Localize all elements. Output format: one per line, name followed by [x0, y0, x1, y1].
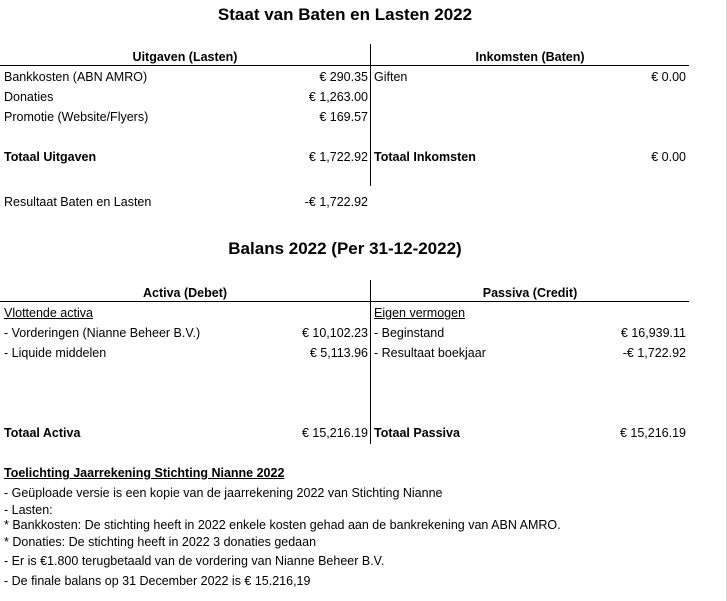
note-line: - Lasten:: [4, 503, 53, 517]
expense-row-amount: € 1,263.00: [308, 90, 368, 104]
income-row-label: Giften: [374, 70, 408, 84]
asset-row-amount: € 5,113.96: [309, 346, 368, 360]
result-amount: -€ 1,722.92: [304, 195, 368, 209]
notes-title: Toelichting Jaarrekening Stichting Nianne 2022: [4, 466, 285, 480]
asset-row-label: - Vorderingen (Nianne Beheer B.V.): [4, 326, 201, 340]
liabilities-header: Passiva (Credit): [482, 286, 578, 300]
balance-header-underline: [0, 301, 689, 302]
note-line: - Geüploade versie is een kopie van de jaarrekening 2022 van Stichting Nianne: [4, 486, 443, 500]
expenses-header: Uitgaven (Lasten): [132, 50, 238, 64]
statement-header-underline: [0, 65, 689, 66]
balance-column-divider: [370, 280, 371, 444]
expense-row-label: Donaties: [4, 90, 54, 104]
result-label: Resultaat Baten en Lasten: [4, 195, 152, 209]
total-assets-label: Totaal Activa: [4, 426, 81, 440]
total-income-label: Totaal Inkomsten: [374, 150, 476, 164]
total-expenses-amount: € 1,722.92: [308, 150, 368, 164]
expense-row-label: Promotie (Website/Flyers): [4, 110, 149, 124]
income-header: Inkomsten (Baten): [475, 50, 585, 64]
expense-row-label: Bankkosten (ABN AMRO): [4, 70, 148, 84]
note-line: * Donaties: De stichting heeft in 2022 3 donaties gedaan: [4, 535, 317, 549]
assets-header: Activa (Debet): [142, 286, 228, 300]
liability-row-amount: -€ 1,722.92: [622, 346, 686, 360]
liability-row-amount: € 16,939.11: [620, 326, 686, 340]
total-income-amount: € 0.00: [651, 150, 686, 164]
note-line: * Bankkosten: De stichting heeft in 2022 enkele kosten gehad aan de bankrekening van ABN AMRO.: [4, 518, 561, 532]
total-assets-amount: € 15,216.19: [301, 426, 368, 440]
liabilities-section-title: Eigen vermogen: [374, 306, 466, 320]
expense-row-amount: € 169.57: [319, 110, 368, 124]
liability-row-label: - Beginstand: [374, 326, 445, 340]
statement-title: Staat van Baten en Lasten 2022: [217, 5, 473, 24]
income-row-amount: € 0.00: [651, 70, 686, 84]
expense-row-amount: € 290.35: [319, 70, 368, 84]
total-expenses-label: Totaal Uitgaven: [4, 150, 97, 164]
assets-section-title: Vlottende activa: [4, 306, 93, 320]
total-liabilities-label: Totaal Passiva: [374, 426, 460, 440]
note-line: - De finale balans op 31 December 2022 is € 15.216,19: [4, 574, 311, 588]
liability-row-label: - Resultaat boekjaar: [374, 346, 486, 360]
total-liabilities-amount: € 15,216.19: [619, 426, 686, 440]
asset-row-amount: € 10,102.23: [301, 326, 368, 340]
asset-row-label: - Liquide middelen: [4, 346, 107, 360]
note-line: - Er is €1.800 terugbetaald van de vordering van Nianne Beheer B.V.: [4, 554, 385, 568]
balance-title: Balans 2022 (Per 31-12-2022): [228, 239, 462, 258]
